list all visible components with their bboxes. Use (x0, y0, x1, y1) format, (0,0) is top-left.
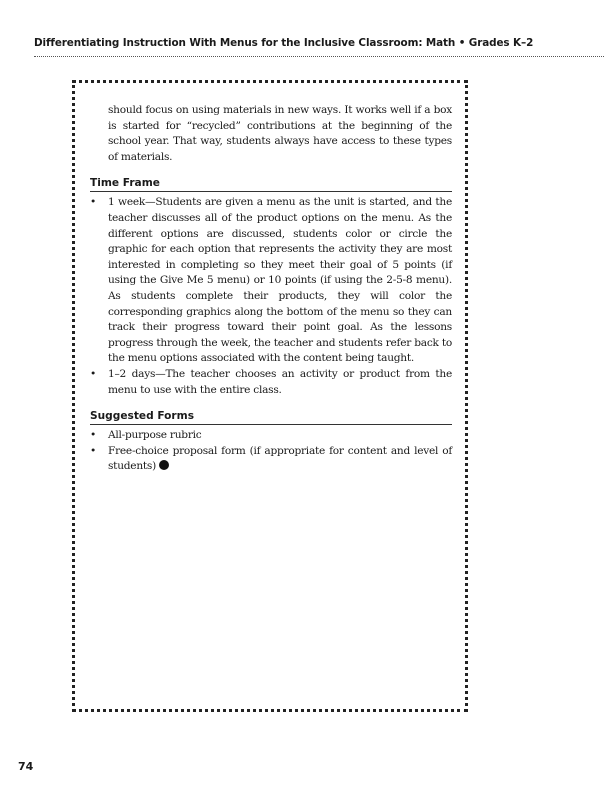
suggested-forms-list (90, 428, 452, 475)
intro-paragraph: should focus on using materials in new ways. It works well if a box is started for “recycled” contributions at the beginning of the school year. That way, students always have access to these types of materials. (108, 104, 452, 163)
page-number: 74 (18, 760, 34, 773)
time-frame-list (90, 195, 452, 398)
time-frame-item-1-2-days: • 1–2 days—The teacher chooses an activity or product from the menu to use with the entire class. (90, 367, 452, 398)
section-heading-time-frame: Time Frame (90, 176, 452, 192)
running-head: Differentiating Instruction With Menus for the Inclusive Classroom: Math • Grades K–2 (34, 37, 534, 49)
suggested-forms-item-proposal (90, 444, 452, 475)
content-column (90, 103, 452, 475)
suggested-forms-item-rubric: • All-purpose rubric (90, 428, 452, 444)
time-frame-item-1-week: • 1 week—Students are given a menu as the unit is started, and the teacher discusses all of the product options on the menu. As the different options are discussed, students color or circle the graphic for each option that represents the activity they are most interested in completing so they meet their goal of 5 points (if using the Give Me 5 menu) or 10 points (if using the 2-5-8 menu). As students complete their products, they will color the corresponding graphics along the bottom of the menu so they can track their progress toward their point goal. As the lessons progress through the week, the teacher and students refer back to the menu options associated with the content being taught. (90, 195, 452, 367)
header-dotted-rule (34, 56, 604, 57)
suggested-forms-item-proposal-text: Free-choice proposal form (if appropriate for content and level of students) (108, 444, 452, 473)
section-heading-suggested-forms: Suggested Forms (90, 409, 452, 425)
filled-circle-icon (159, 460, 169, 470)
